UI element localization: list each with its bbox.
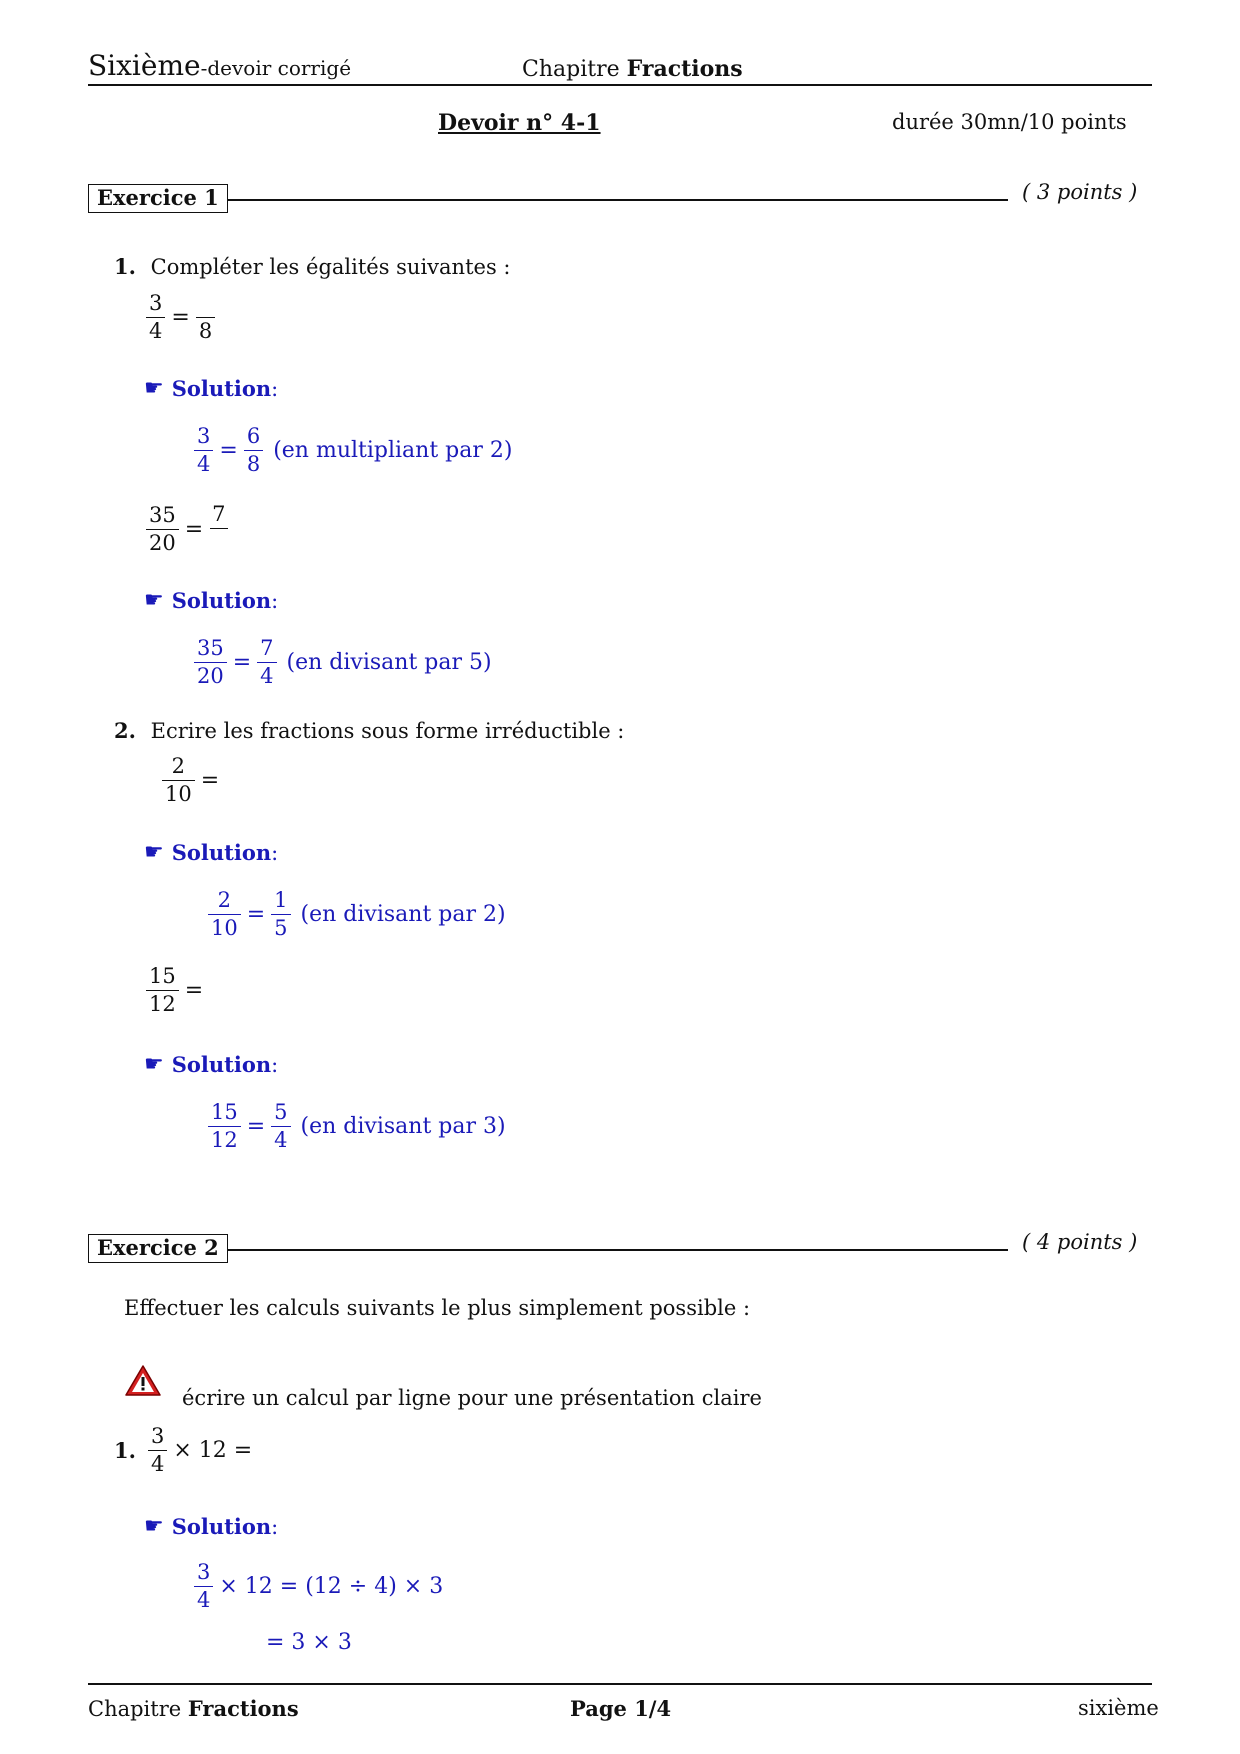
fraction-blank: 8	[196, 290, 215, 344]
header-level: Sixième-devoir corrigé	[88, 49, 352, 82]
header-chapter: Chapitre Fractions	[522, 56, 743, 82]
footer-rule	[88, 1683, 1152, 1685]
pointing-hand-icon: ☛	[144, 1514, 164, 1539]
ex1-q1b-solution: $\frac{35}{20}$ = $\frac{7}{4}$ (en divisant par 5)	[192, 636, 492, 689]
ex1-q1b-equation: $\frac{35}{20}$ = 7	[144, 502, 231, 556]
page-title: Devoir n° 4-1	[438, 110, 601, 136]
ex2-q1-solution-line2: = 3 × 3	[266, 1630, 352, 1655]
ex1-q2b-solution: $\frac{15}{12}$ = $\frac{5}{4}$ (en divisant par 3)	[206, 1100, 506, 1153]
exercise-1-rule	[228, 199, 1008, 201]
warning-icon	[124, 1364, 162, 1402]
solution-label: ☛ Solution:	[144, 1052, 279, 1077]
exercise-1-points: ( 3 points )	[1022, 180, 1138, 204]
solution-label: ☛ Solution:	[144, 1514, 279, 1539]
ex2-q1-solution-line1: $\frac{3}{4}$ × 12 = (12 ÷ 4) × 3	[192, 1560, 443, 1613]
ex2-q1: 1. $\frac{3}{4}$ × 12 =	[114, 1424, 253, 1476]
ex1-q2: 2. Ecrire les fractions sous forme irréductible :	[114, 718, 625, 743]
footer-right: sixième	[1078, 1696, 1159, 1720]
solution-label: ☛ Solution:	[144, 588, 279, 613]
exercise-1-label: Exercice 1	[88, 184, 228, 213]
pointing-hand-icon: ☛	[144, 588, 164, 613]
ex1-q1: 1. Compléter les égalités suivantes :	[114, 254, 511, 279]
ex1-q1a-solution: $\frac{3}{4}$ = $\frac{6}{8}$ (en multipliant par 2)	[192, 424, 512, 477]
ex2-intro: Effectuer les calculs suivants le plus simplement possible :	[124, 1296, 751, 1320]
fraction: $\frac{3}{4}$	[146, 291, 165, 344]
solution-label: ☛ Solution:	[144, 376, 279, 401]
exercise-2-points: ( 4 points )	[1022, 1230, 1138, 1254]
pointing-hand-icon: ☛	[144, 840, 164, 865]
ex1-q1a-equation: $\frac{3}{4}$ = 8	[144, 290, 217, 344]
exercise-2-rule	[228, 1249, 1008, 1251]
ex1-q2a-solution: $\frac{2}{10}$ = $\frac{1}{5}$ (en divisant par 2)	[206, 888, 506, 941]
ex1-q2b-equation: $\frac{15}{12}$ =	[144, 964, 203, 1017]
footer-page: Page 1/4	[570, 1696, 672, 1721]
pointing-hand-icon: ☛	[144, 1052, 164, 1077]
fraction-blank: 7	[209, 502, 228, 556]
footer-chapter: Chapitre Fractions	[88, 1696, 299, 1721]
duration: durée 30mn/10 points	[892, 110, 1127, 134]
exercise-2-label: Exercice 2	[88, 1234, 228, 1263]
ex2-warning-text: écrire un calcul par ligne pour une présentation claire	[182, 1386, 762, 1410]
header-rule	[88, 84, 1152, 86]
ex1-q2a-equation: $\frac{2}{10}$ =	[160, 754, 219, 807]
solution-label: ☛ Solution:	[144, 840, 279, 865]
pointing-hand-icon: ☛	[144, 376, 164, 401]
